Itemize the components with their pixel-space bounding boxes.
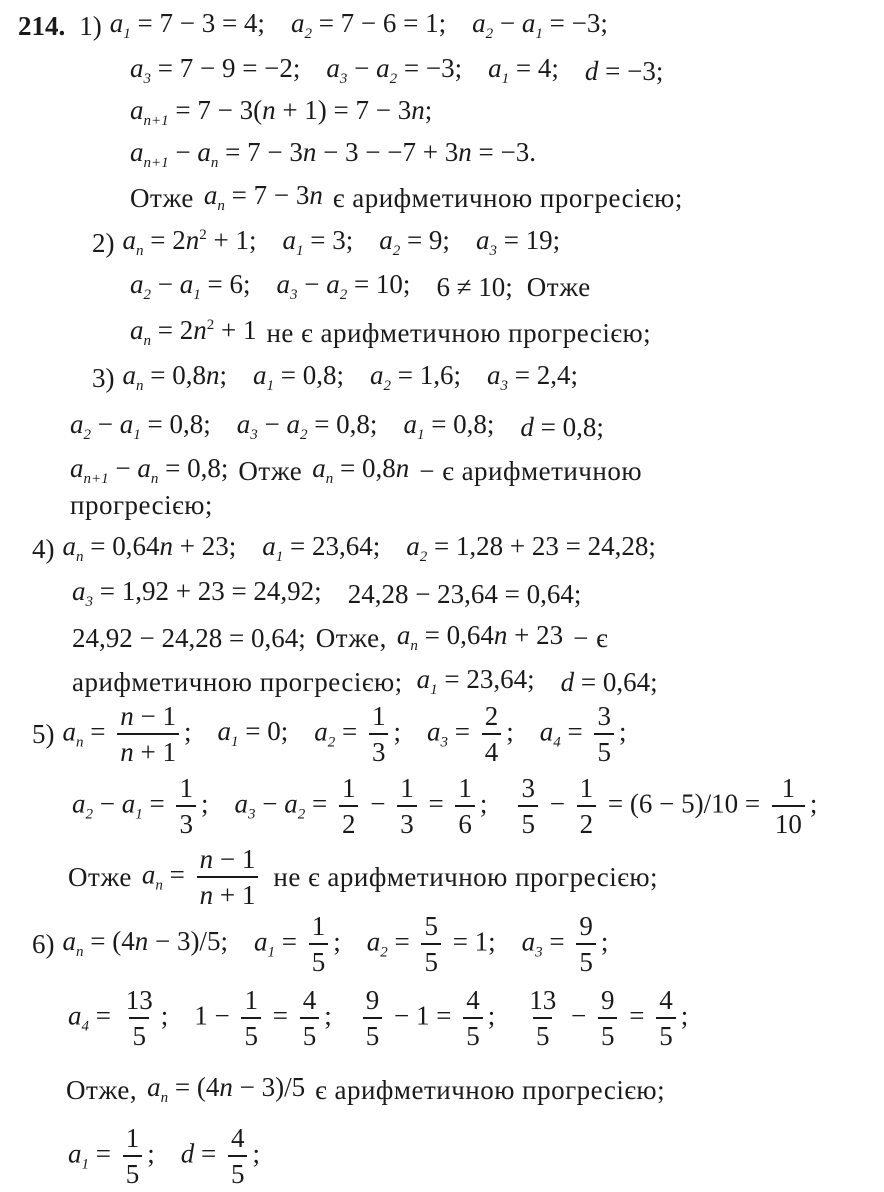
fraction (369, 700, 389, 767)
expression: 24,92 − 24,28 = 0,64; (72, 622, 306, 653)
fraction-numerator: 2 (484, 700, 499, 731)
text: Отже, (315, 622, 387, 653)
fraction (363, 984, 383, 1051)
part-4-line-2 (72, 578, 581, 610)
fraction-numerator: 13 (529, 984, 557, 1015)
expression: $\frac{3}{5}$ − $\frac{1}{2}$ = (6 − 5)/10 = $\frac{1}{10}$ ; (513, 775, 817, 838)
fraction-denominator: 5 (463, 1017, 483, 1050)
fraction (339, 772, 359, 839)
expression: $a_4$ = $\frac{13}{5}$ ; (68, 984, 169, 1051)
expression: $\frac{13}{5}$ − $\frac{9}{5}$ = $\frac{4}{5}$ ; (521, 987, 688, 1050)
fraction-denominator: 5 (300, 1017, 320, 1050)
expression: $a_2 = 7 - 6 = 1$; (290, 8, 447, 42)
fraction-denominator: 5 (518, 805, 538, 838)
fraction-denominator: 5 (533, 1017, 553, 1050)
expression: $a_3 = 2,4$; (486, 360, 578, 394)
part-4-line-4 (72, 666, 658, 698)
part-1-line-5 (130, 182, 683, 214)
fraction-numerator: 13 (125, 984, 153, 1015)
text: − є (573, 622, 609, 653)
fraction-denominator: 2 (339, 805, 359, 838)
expression: $a_n = 0,64n + 23$; (62, 531, 237, 565)
fraction-denominator: 5 (576, 943, 596, 976)
fraction (463, 984, 483, 1051)
fraction-numerator: 1 (179, 772, 193, 803)
expression: $a_{n+1} - a_n = 7 - 3n - 3 - -7 + 3n = -3$. (130, 137, 536, 171)
fraction-numerator: 9 (579, 910, 593, 941)
expression: $a_n = 7 - 3n$ (203, 180, 323, 214)
text: Отже (526, 271, 591, 302)
part-2-line-2 (130, 271, 591, 303)
fraction (455, 772, 475, 839)
fraction (241, 984, 261, 1051)
part-3-line-4 (70, 492, 213, 519)
text: не є арифметичною прогресією; (273, 861, 659, 892)
expression: $a_2$ = $\frac{5}{5}$ = 1; (366, 910, 496, 977)
text: не є арифметичною прогресією; (266, 317, 652, 348)
fraction (576, 910, 596, 977)
fraction-numerator: 4 (230, 1122, 245, 1153)
expression: $a_n$ = $\frac{n - 1}{n + 1}$ (142, 846, 263, 909)
expression: 6 ≠ 10; (436, 271, 513, 302)
expression: $a_2 - a_1$ = $\frac{1}{3}$ ; (72, 772, 209, 839)
text: арифметичною прогресією; (72, 666, 403, 697)
expression: $a_1 = 0$; (217, 716, 289, 750)
expression: 24,28 − 23,64 = 0,64; (347, 578, 582, 609)
fraction-numerator: 1 (400, 772, 414, 803)
part-5-line-2 (72, 774, 817, 838)
text: прогресією; (70, 490, 213, 520)
fraction (123, 984, 156, 1051)
part-marker: 5) (32, 718, 55, 749)
fraction (577, 772, 597, 839)
fraction (482, 700, 502, 767)
fraction (300, 984, 320, 1051)
expression: $a_1 = 4$; (488, 53, 559, 87)
expression: $\frac{9}{5}$ − 1 = $\frac{4}{5}$ ; (358, 987, 495, 1050)
fraction-numerator: 4 (659, 984, 673, 1015)
expression: $a_n = 2n^2 + 1$ (130, 315, 257, 349)
part-4-line-1 (32, 533, 656, 565)
fraction (421, 910, 441, 977)
fraction-denominator: n + 1 (197, 876, 259, 909)
fraction-denominator: 5 (594, 733, 614, 766)
fraction-denominator: 3 (369, 733, 389, 766)
expression: $a_1 = 23,64$; (262, 531, 381, 565)
fraction-numerator: 1 (125, 1122, 140, 1153)
fraction-numerator: 1 (781, 772, 796, 803)
fraction-denominator: 2 (577, 805, 597, 838)
expression: $a_n = 0,64n + 23$ (396, 620, 564, 654)
fraction (594, 700, 614, 767)
part-1-line-1 (18, 10, 608, 42)
text: Отже, (66, 1074, 138, 1105)
expression: $a_2 - a_1 = 6$; (130, 269, 251, 303)
part-marker: 4) (32, 533, 55, 564)
expression: $a_1 = 0,8$; (403, 409, 495, 443)
text: Отже (238, 455, 303, 486)
problem-number: 214. (18, 10, 66, 41)
part-3-line-1 (92, 362, 578, 394)
fraction (123, 1122, 143, 1189)
part-1-line-3 (130, 97, 432, 129)
expression: $a_n = 0,8n$; (122, 360, 227, 394)
part-6-line-2 (68, 986, 688, 1050)
fraction (656, 984, 676, 1051)
part-marker: 1) (79, 10, 102, 41)
fraction (397, 772, 417, 839)
text: Отже (130, 182, 194, 213)
expression: $a_1$ = $\frac{1}{5}$ ; (68, 1122, 155, 1189)
fraction (598, 984, 618, 1051)
fraction-numerator: 3 (597, 700, 611, 731)
fraction-numerator: 1 (371, 700, 386, 731)
fraction-denominator: 10 (772, 805, 805, 838)
expression: $a_3 - a_2$ = $\frac{1}{2}$ − $\frac{1}{3}$ = $\frac{1}{6}$ ; (234, 772, 488, 839)
part-5-line-1 (32, 702, 626, 766)
fraction-denominator: 3 (397, 805, 417, 838)
part-6-line-3 (66, 1058, 665, 1122)
expression: $a_n$ = $\frac{n - 1}{n + 1}$ ; (62, 700, 192, 767)
expression: $a_3 - a_2 = 0,8$; (236, 409, 378, 443)
part-marker: 2) (92, 227, 115, 258)
fraction (526, 984, 559, 1051)
expression: $a_2 - a_1 = 0,8$; (70, 409, 211, 443)
fraction (772, 772, 805, 839)
fraction-numerator: 4 (466, 984, 480, 1015)
expression: $a_3 - a_2 = -3$; (326, 53, 463, 87)
fraction-denominator: 5 (309, 943, 329, 976)
fraction-denominator: 5 (656, 1017, 676, 1050)
fraction-numerator: 3 (521, 772, 535, 803)
expression: d = −3; (584, 55, 664, 86)
expression: $a_{n+1} - a_n = 0,8$; (70, 453, 229, 487)
fraction-numerator: 1 (311, 910, 326, 941)
expression: $a_2 = 1,28 + 23 = 24,28$; (406, 531, 656, 565)
fraction (518, 772, 538, 839)
expression: $a_2$ = $\frac{1}{3}$ ; (314, 700, 401, 767)
fraction-denominator: n + 1 (117, 733, 179, 766)
fraction-denominator: 5 (363, 1017, 383, 1050)
part-1-line-4 (130, 139, 536, 171)
part-marker: 6) (32, 928, 55, 959)
text: − є арифметичною (419, 455, 643, 486)
expression: $a_3 = 7 - 9 = -2$; (130, 53, 301, 87)
expression: $a_3$ = $\frac{2}{4}$ ; (426, 700, 514, 767)
fraction-numerator: 9 (365, 984, 380, 1015)
expression: 1 − $\frac{1}{5}$ = $\frac{4}{5}$ ; (194, 984, 332, 1051)
fraction-numerator: 4 (302, 984, 317, 1015)
part-3-line-3 (70, 455, 642, 487)
fraction-denominator: 4 (482, 733, 502, 766)
fraction-denominator: 3 (176, 805, 196, 838)
expression: $a_n = 0,8n$ (312, 453, 410, 487)
expression: d = 0,8; (520, 411, 604, 442)
expression: $a_1 = 0,8$; (253, 360, 344, 394)
expression: d = 0,64; (560, 666, 658, 697)
part-marker: 3) (92, 362, 115, 393)
fraction-numerator: 9 (600, 984, 615, 1015)
fraction-denominator: 5 (421, 943, 441, 976)
expression: $a_3 - a_2 = 10$; (276, 269, 411, 303)
expression: $a_{n+1} = 7 - 3(n + 1) = 7 - 3n$; (130, 95, 433, 129)
expression: $a_2 = 9$; (379, 225, 450, 259)
expression: $a_1 = 7 - 3 = 4$; (109, 8, 265, 42)
part-2-line-1 (92, 227, 560, 259)
expression: d = $\frac{4}{5}$ ; (180, 1122, 260, 1189)
expression: $a_2 - a_1 = -3$; (472, 8, 608, 42)
part-4-line-3 (72, 622, 608, 654)
fraction-numerator: 1 (244, 984, 258, 1015)
expression: $a_3 = 1,92 + 23 = 24,92$; (72, 576, 322, 610)
fraction-numerator: n − 1 (199, 843, 256, 874)
fraction-denominator: 5 (598, 1017, 618, 1050)
part-6-line-1 (32, 912, 608, 976)
expression: $a_4$ = $\frac{3}{5}$ ; (539, 700, 627, 767)
fraction (176, 772, 196, 839)
fraction-denominator: 5 (241, 1017, 261, 1050)
fraction (228, 1122, 248, 1189)
part-2-line-3 (130, 317, 651, 349)
expression: $a_3 = 19$; (475, 225, 561, 259)
text: Отже (68, 861, 132, 892)
expression: $a_n = (4n - 3)/5$ (147, 1072, 306, 1106)
expression: $a_1 = 23,64$; (416, 664, 535, 698)
fraction (117, 700, 179, 767)
fraction-numerator: 1 (458, 772, 472, 803)
fraction-numerator: 5 (424, 910, 438, 941)
expression: $a_2 = 1,6$; (369, 360, 461, 394)
part-5-line-3 (68, 845, 658, 909)
expression: $a_1$ = $\frac{1}{5}$ ; (253, 910, 341, 977)
fraction-denominator: 6 (455, 805, 475, 838)
fraction-numerator: 1 (341, 772, 356, 803)
expression: $a_n = (4n - 3)/5$; (62, 926, 228, 960)
fraction-denominator: 5 (129, 1017, 149, 1050)
text: є арифметичною прогресією; (332, 182, 683, 213)
text: є арифметичною прогресією; (315, 1074, 666, 1105)
expression: $a_1 = 3$; (282, 225, 354, 259)
fraction-numerator: n − 1 (120, 700, 176, 731)
part-6-line-4 (68, 1124, 260, 1188)
fraction-numerator: 1 (579, 772, 594, 803)
expression: $a_n = 2n^2 + 1$; (122, 225, 257, 259)
part-1-line-2 (130, 55, 663, 87)
part-3-line-2 (70, 411, 604, 443)
fraction (309, 910, 329, 977)
fraction-denominator: 5 (123, 1155, 143, 1188)
expression: $a_3$ = $\frac{9}{5}$ ; (521, 910, 609, 977)
fraction-denominator: 5 (228, 1155, 248, 1188)
